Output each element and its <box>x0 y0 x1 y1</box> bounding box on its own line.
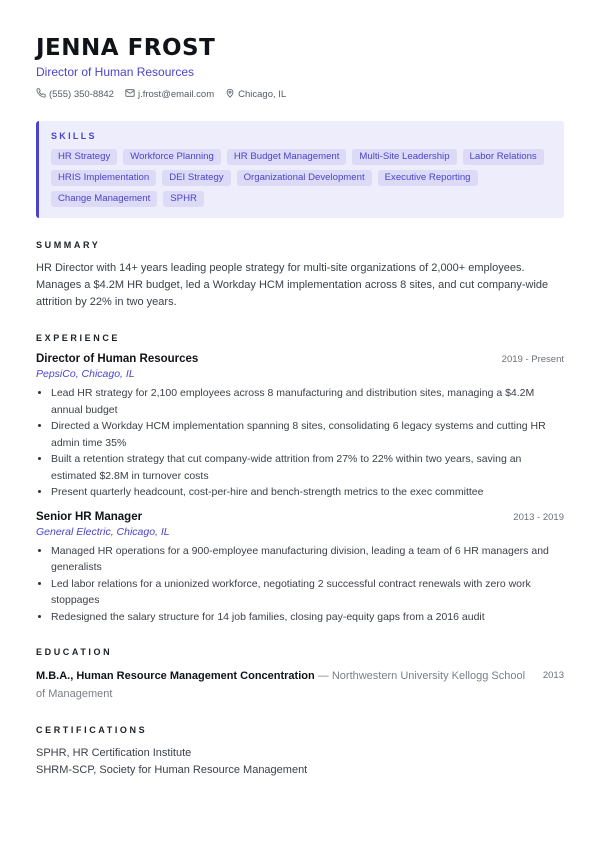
contact-phone <box>36 88 114 101</box>
skill-chip: HR Strategy <box>51 149 117 165</box>
skill-chip: HR Budget Management <box>227 149 347 165</box>
education-heading: EDUCATION <box>36 647 113 657</box>
skill-chip: DEI Strategy <box>162 170 230 186</box>
job-bullet: • Present quarterly headcount, cost-per-hire and bench-strength metrics to the exec committee <box>51 484 564 501</box>
candidate-title: Director of Human Resources <box>36 65 195 79</box>
job-entry <box>36 511 564 626</box>
summary-heading: SUMMARY <box>36 240 101 250</box>
contact-row <box>36 88 564 101</box>
map-pin-icon <box>225 88 235 101</box>
job-bullet: • Lead HR strategy for 2,100 employees across 8 manufacturing and distribution sites, managing a $4.2M annual budget <box>51 385 564 418</box>
job-title: Senior HR Manager <box>36 510 143 523</box>
skill-chip: Executive Reporting <box>378 170 478 186</box>
education-entry <box>36 667 564 703</box>
phone-text: (555) 350-8842 <box>49 89 114 100</box>
job-dates: 2019 - Present <box>501 354 564 365</box>
experience-heading: EXPERIENCE <box>36 333 121 343</box>
skill-chip: Multi-Site Leadership <box>352 149 456 165</box>
phone-icon <box>36 88 46 101</box>
job-bullet: • Directed a Workday HCM implementation spanning 8 sites, consolidating 6 legacy systems and cutting HR admin time 35% <box>51 418 564 451</box>
mail-icon <box>125 88 135 101</box>
skill-chip: HRIS Implementation <box>51 170 156 186</box>
email-text: j.frost@email.com <box>137 89 215 100</box>
job-company: PepsiCo, Chicago, IL <box>36 368 135 380</box>
job-bullets <box>36 543 564 626</box>
skill-chip: Labor Relations <box>463 149 544 165</box>
job-bullet: • Built a retention strategy that cut company-wide attrition from 27% to 22% within two years, saving an estimated $2.8M in turnover costs <box>51 451 564 484</box>
job-bullet: • Led labor relations for a unionized workforce, negotiating 2 successful contract renewals with zero work stoppages <box>51 576 564 609</box>
skill-chip: SPHR <box>163 191 204 207</box>
contact-email <box>125 88 214 101</box>
job-company: General Electric, Chicago, IL <box>36 525 170 538</box>
certifications-heading: CERTIFICATIONS <box>36 725 148 735</box>
certification-item: SPHR, HR Certification Institute <box>36 747 192 759</box>
skills-list <box>51 149 552 207</box>
job-bullet: • Redesigned the salary structure for 14 job families, closing pay-equity gaps from a 2016 audit <box>51 609 564 626</box>
job-dates: 2013 - 2019 <box>513 511 564 523</box>
certification-item: SHRM-SCP, Society for Human Resource Management <box>36 764 308 776</box>
skill-chip: Workforce Planning <box>123 149 221 165</box>
skill-chip: Change Management <box>51 191 157 207</box>
job-entry <box>36 353 564 501</box>
job-title: Director of Human Resources <box>36 353 199 365</box>
candidate-name: JENNA FROST <box>36 35 216 61</box>
education-school: Northwestern University Kellogg School of Management <box>36 670 526 700</box>
location-text: Chicago, IL <box>238 89 287 100</box>
education-degree: M.B.A., Human Resource Management Concentration <box>36 670 315 682</box>
contact-location <box>225 88 286 101</box>
summary-text: HR Director with 14+ years leading people strategy for multi-site organizations of 2,000+ employees. Manages a $4.2M HR budget, led a Workday HCM implementation across 8 sites, and cut company-wide attrition by 22% in two years. <box>36 262 549 308</box>
education-separator: — <box>314 670 332 682</box>
skills-heading: SKILLS <box>51 131 97 141</box>
education-year: 2013 <box>542 670 564 681</box>
skill-chip: Organizational Development <box>237 170 372 186</box>
job-bullets <box>36 385 564 501</box>
job-bullet: • Managed HR operations for a 900-employee manufacturing division, leading a team of 6 HR managers and generalists <box>51 543 564 576</box>
skills-box <box>36 121 564 218</box>
